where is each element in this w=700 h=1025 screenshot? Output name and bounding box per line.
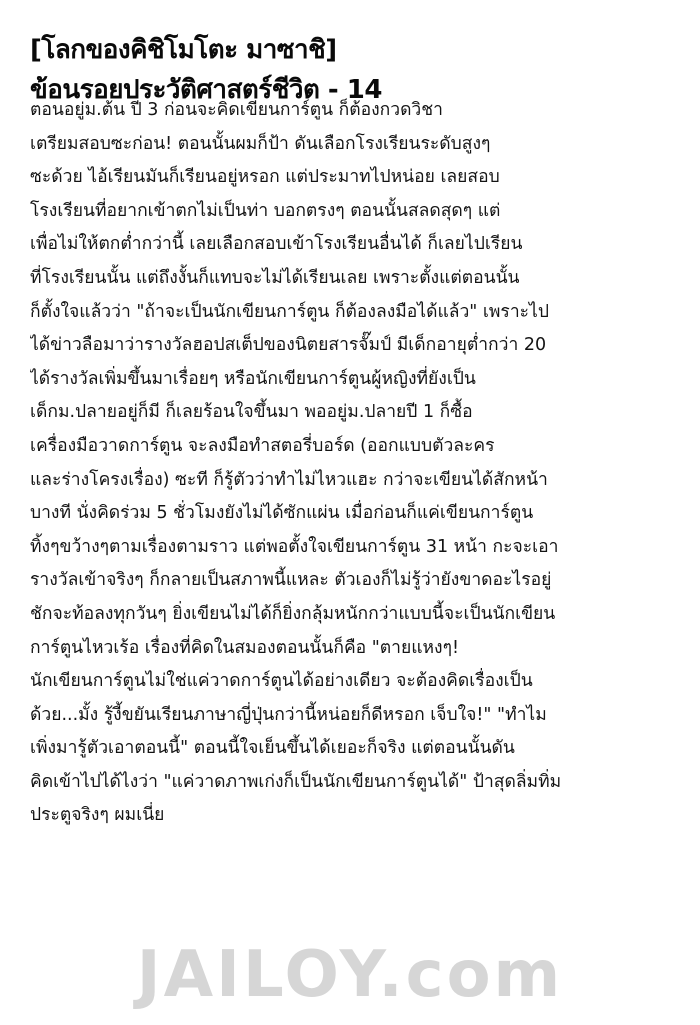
body-line: นักเขียนการ์ตูนไม่ใช่แค่วาดการ์ตูนได้อย่างเดียว จะต้องคิดเรื่องเป็น (30, 671, 533, 692)
body-line: เตรียมสอบซะก่อน! ตอนนั้นผมก็ป้า ดันเลือกโรงเรียนระดับสูงๆ (30, 133, 491, 154)
article-body (30, 94, 670, 833)
body-line: ประตูจริงๆ ผมเนี่ย (30, 805, 165, 826)
body-line: เด็กม.ปลายอยู่ก็มี ก็เลยร้อนใจขึ้นมา พออยู่ม.ปลายปี 1 ก็ซื้อ (30, 402, 473, 423)
body-line: และร่างโครงเรื่อง) ซะที ก็รู้ตัวว่าทำไม่ไหวแฮะ กว่าจะเขียนได้สักหน้า (30, 469, 548, 490)
body-line: คิดเข้าไปได้ไงว่า "แค่วาดภาพเก่งก็เป็นนักเขียนการ์ตูนได้" ป้าสุดลิ่มทิ่ม (30, 771, 562, 792)
body-line: ทิ้งๆขว้างๆตามเรื่องตามราว แต่พอตั้งใจเขียนการ์ตูน 31 หน้า กะจะเอา (30, 536, 559, 557)
body-line: โรงเรียนที่อยากเข้าตกไม่เป็นท่า บอกตรงๆ ตอนนั้นสลดสุดๆ แต่ (30, 200, 501, 221)
body-line: รางวัลเข้าจริงๆ ก็กลายเป็นสภาพนี้แหละ ตัวเองก็ไม่รู้ว่ายังขาดอะไรอยู่ (30, 570, 552, 591)
body-line: เพื่อไม่ให้ตกต่ำกว่านี้ เลยเลือกสอบเข้าโรงเรียนอื่นได้ ก็เลยไปเรียน (30, 234, 523, 255)
body-line: ด้วย...มั้ง รู้งี้ขยันเรียนภาษาญี่ปุ่นกว่านี้หน่อยก็ดีหรอก เจ็บใจ!" "ทำไม (30, 704, 547, 725)
body-line: ชักจะท้อลงทุกวันๆ ยิ่งเขียนไม่ได้ก็ยิ่งกลุ้มหนักกว่าแบบนี้จะเป็นนักเขียน (30, 603, 556, 624)
series-title: [โลกของคิชิโมโตะ มาซาชิ] (30, 35, 337, 65)
body-line: ได้รางวัลเพิ่มขึ้นมาเรื่อยๆ หรือนักเขียนการ์ตูนผู้หญิงที่ยังเป็น (30, 368, 476, 389)
body-line: เพิ่งมารู้ตัวเอาตอนนี้" ตอนนี้ใจเย็นขึ้นได้เยอะก็จริง แต่ตอนนั้นดัน (30, 738, 515, 759)
body-line: เครื่องมือวาดการ์ตูน จะลงมือทำสตอรี่บอร์ด (ออกแบบตัวละคร (30, 435, 495, 456)
body-line: ตอนอยู่ม.ต้น ปี 3 ก่อนจะคิดเขียนการ์ตูน ก็ต้องกวดวิชา (30, 100, 443, 120)
body-line: ซะด้วย ไอ้เรียนมันก็เรียนอยู่หรอก แต่ประมาทไปหน่อย เลยสอบ (30, 167, 500, 188)
body-line: ที่โรงเรียนนั้น แต่ถึงงั้นก็แทบจะไม่ได้เรียนเลย เพราะตั้งแต่ตอนนั้น (30, 267, 520, 288)
body-line: การ์ตูนไหวเร้อ เรื่องที่คิดในสมองตอนนั้นก็คือ "ตายแหงๆ! (30, 637, 459, 658)
body-line: ก็ตั้งใจแล้วว่า "ถ้าจะเป็นนักเขียนการ์ตูน ก็ต้องลงมือได้แล้ว" เพราะไป (30, 301, 549, 322)
chapter-title: ข้อนรอยประวัติศาสตร์ชีวิต - 14 (30, 75, 382, 105)
body-line: ได้ข่าวลือมาว่ารางวัลฮอปสเต็ปของนิตยสารจั๊มป์ มีเด็กอายุต่ำกว่า 20 (30, 335, 547, 356)
body-line: บางที นั่งคิดร่วม 5 ชั่วโมงยังไม่ได้ซักแผ่น เมื่อก่อนก็แค่เขียนการ์ตูน (30, 503, 534, 524)
site-watermark: JAILOY.com (136, 938, 564, 1012)
